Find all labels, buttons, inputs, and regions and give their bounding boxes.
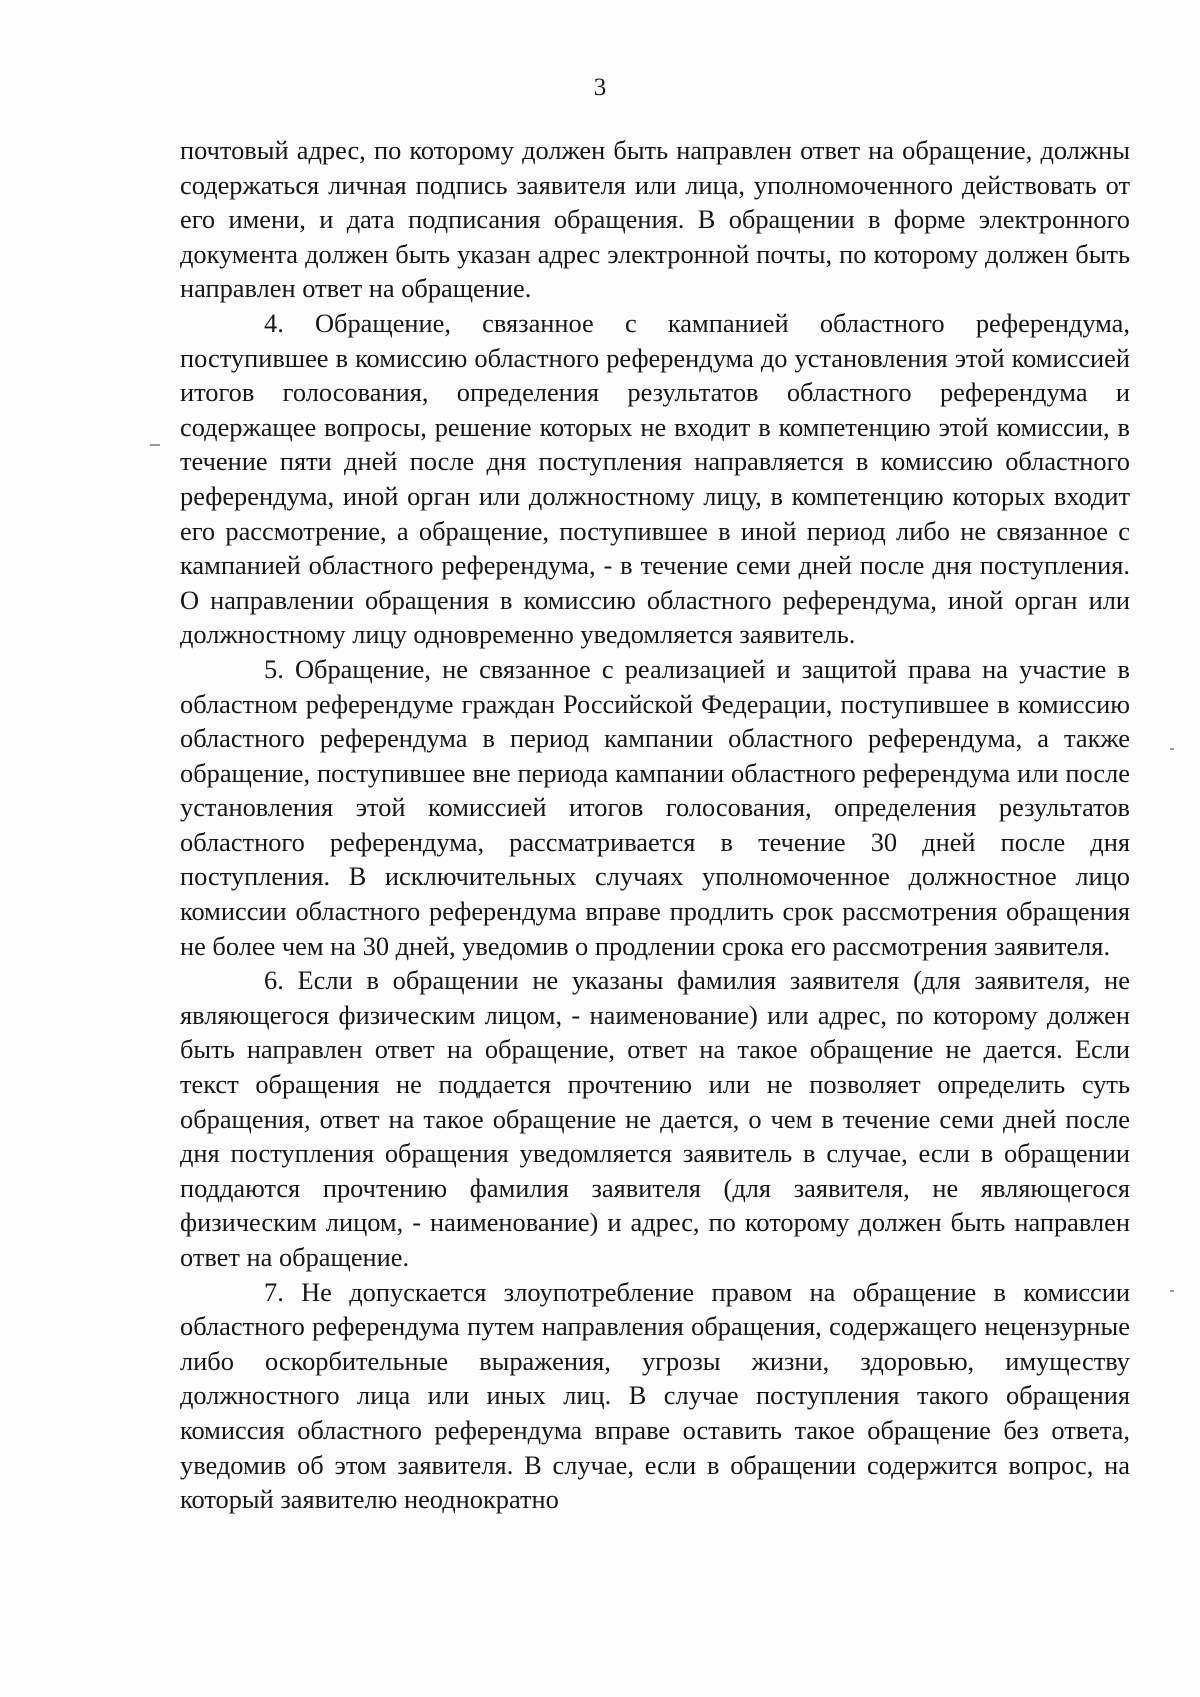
paragraph-item-6: 6. Если в обращении не указаны фамилия заявителя (для заявителя, не являющегося физическим лицом, - наименование) или адрес, по которому должен быть направлен ответ на обращение, ответ на такое обращение не дается. Если текст обращения не поддается прочтению или не позволяет определить суть обращения, ответ на такое обращение не дается, о чем в течение семи дней после дня поступления обращения уведомляется заявитель в случае, если в обращении поддаются прочтению фамилия заявителя (для заявителя, не являющегося физическим лицом, - наименование) и адрес, по которому должен быть направлен ответ на обращение.	[180, 965, 1130, 1272]
paragraph-item-7: 7. Не допускается злоупотребление правом на обращение в комиссии областного референдума путем направления обращения, содержащего нецензурные либо оскорбительные выражения, угрозы жизни, здоровью, имуществу должностного лица или иных лиц. В случае поступления такого обращения комиссия областного референдума вправе оставить такое обращение без ответа, уведомив об этом заявителя. В случае, если в обращении содержится вопрос, на который заявителю неоднократно	[180, 1276, 1130, 1515]
paragraph-item-5: 5. Обращение, не связанное с реализацией и защитой права на участие в областном референдуме граждан Российской Федерации, поступившее в комиссию областного референдума в период кампании областного референдума, а также обращение, поступившее вне периода кампании областного референдума или после установления этой комиссией итогов голосования, определения результатов областного референдума, рассматривается в течение 30 дней после дня поступления. В исключительных случаях уполномоченное должностное лицо комиссии областного референдума вправе продлить срок рассмотрения обращения не более чем на 30 дней, уведомив о продлении срока его рассмотрения заявителя.	[180, 653, 1130, 961]
document-body	[180, 133, 1130, 1517]
paragraph-item-4: 4. Обращение, связанное с кампанией областного референдума, поступившее в комиссию областного референдума до установления этой комиссией итогов голосования, определения результатов областного референдума и содержащее вопросы, решение которых не входит в компетенцию этой комиссии, в течение пяти дней после дня поступления направляется в комиссию областного референдума, иной орган или должностному лицу, в компетенцию которых входит его рассмотрение, а обращение, поступившее в иной период либо не связанное с кампанией областного референдума, - в течение семи дней после дня поступления. О направлении обращения в комиссию областного референдума, иной орган или должностному лицу одновременно уведомляется заявитель.	[180, 307, 1130, 650]
scan-speck	[150, 444, 160, 446]
scan-speck	[1170, 1290, 1174, 1292]
scan-speck	[1170, 748, 1174, 750]
page-number: 3	[593, 74, 607, 101]
paragraph-continuation: почтовый адрес, по которому должен быть направлен ответ на обращение, должны содержаться личная подпись заявителя или лица, уполномоченного действовать от его имени, и дата подписания обращения. В обращении в форме электронного документа должен быть указан адрес электронной почты, по которому должен быть направлен ответ на обращение.	[180, 135, 1130, 304]
